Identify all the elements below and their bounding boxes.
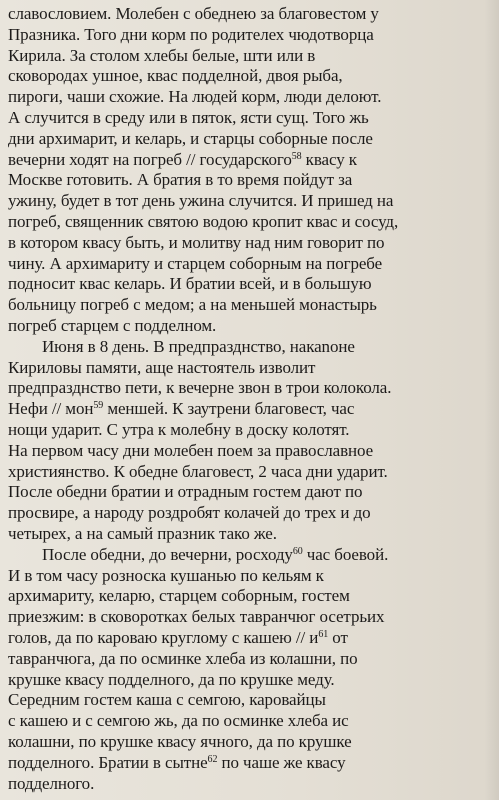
text-line bbox=[8, 774, 94, 794]
line-text: с кашею и с семгою жь, да по осминке хлеба ис bbox=[8, 711, 349, 731]
text-line bbox=[8, 316, 216, 336]
line-text: подделного. Братии в сытне bbox=[8, 752, 208, 772]
line-text: просвире, а народу роздробят колачей до трех и до bbox=[8, 503, 371, 523]
line-text: голов, да по кароваю круглому с кашею // и bbox=[8, 628, 319, 647]
text-line bbox=[8, 586, 350, 606]
text-line bbox=[8, 732, 352, 752]
text-line bbox=[8, 46, 315, 66]
line-text: вечерни ходят на погреб // государского bbox=[8, 149, 292, 169]
footnote-ref: 62 bbox=[207, 753, 218, 765]
text-line bbox=[8, 150, 357, 170]
footnote-ref: 59 bbox=[93, 400, 104, 412]
line-text: в котором квасу быть, и молитву над ним говорит по bbox=[8, 232, 385, 252]
text-line bbox=[8, 399, 354, 419]
text-line bbox=[8, 462, 388, 482]
line-text-continued: меншей. К заутрени благовест, час bbox=[103, 399, 355, 419]
line-text: ужину, будет в тот день ужина случится. И пришед на bbox=[8, 191, 394, 211]
text-line bbox=[8, 358, 315, 378]
text-line bbox=[8, 191, 393, 211]
text-line bbox=[8, 566, 324, 586]
text-line bbox=[8, 649, 358, 669]
line-text: Празника. Того дни корм по родителех чюдотворца bbox=[8, 24, 374, 44]
line-text: подделного. bbox=[8, 773, 95, 793]
line-text: Нефи // мон bbox=[8, 399, 94, 419]
line-text: приезжим: в сковоротках белых тавранчюг осетрьих bbox=[8, 607, 385, 627]
text-line bbox=[8, 25, 374, 45]
text-line bbox=[8, 482, 362, 502]
line-text: предпразднство пети, к вечерне звон в трои колокола. bbox=[8, 378, 392, 398]
text-line bbox=[8, 524, 277, 544]
line-text: Середним гостем каша с семгою, каровайцы bbox=[8, 690, 326, 710]
text-line bbox=[8, 711, 349, 731]
line-text: тавранчюга, да по осминке хлеба из колашни, по bbox=[8, 648, 358, 668]
line-text-continued: по чаше же квасу bbox=[217, 752, 346, 772]
text-line bbox=[8, 254, 382, 274]
footnote-ref: 58 bbox=[291, 150, 302, 162]
text-line bbox=[42, 337, 355, 357]
line-text: архимариту, келарю, старцем соборным, гостем bbox=[8, 586, 350, 606]
footnote-ref: 60 bbox=[292, 545, 303, 557]
text-line bbox=[8, 628, 348, 648]
text-line bbox=[8, 607, 384, 627]
line-text: На первом часу дни молебен поем за православное bbox=[8, 440, 374, 460]
line-text-continued: от bbox=[328, 628, 348, 647]
line-text: четырех, а на самый празник тако же. bbox=[8, 524, 277, 543]
text-line bbox=[8, 233, 384, 253]
page-edge-shadow bbox=[485, 0, 499, 800]
line-text: После обедни братии и отрадным гостем дают по bbox=[8, 482, 363, 502]
text-line bbox=[8, 753, 345, 773]
footnote-ref: 61 bbox=[318, 629, 329, 640]
line-text: Июня в 8 день. В предпразднство, накаnоне bbox=[42, 336, 355, 356]
line-text: подносит квас келарь. И братии всей, и в большую bbox=[8, 274, 372, 294]
text-line bbox=[8, 503, 371, 523]
line-text: дни архимарит, и келарь, и старцы соборные после bbox=[8, 128, 373, 148]
text-line bbox=[8, 420, 349, 440]
line-text: славословием. Молебен с обеднею за благовестом у bbox=[8, 4, 379, 23]
line-text: колашни, по крушке квасу ячного, да по крушке bbox=[8, 732, 352, 751]
line-text: християнство. К обедне благовест, 2 часа дни ударит. bbox=[8, 461, 388, 481]
line-text: чину. А архимариту и старцем соборным на погребе bbox=[8, 253, 383, 273]
line-text: сковородах ушное, квас подделной, двоя рыба, bbox=[8, 66, 343, 86]
text-line bbox=[8, 274, 371, 294]
text-line bbox=[8, 87, 381, 107]
text-line bbox=[8, 4, 379, 24]
line-text: А случится в среду или в пяток, ясти сущ. Того жь bbox=[8, 108, 369, 127]
text-line bbox=[8, 108, 369, 128]
text-line bbox=[8, 212, 398, 232]
line-text: Москве готовить. А братия в то время пойдут за bbox=[8, 170, 353, 190]
text-line bbox=[8, 66, 343, 86]
line-text: Кирила. За столом хлебы белые, шти или в bbox=[8, 45, 316, 65]
line-text: погреб старцем с подделном. bbox=[8, 316, 217, 335]
line-text: И в том часу розноска кушанью по кельям к bbox=[8, 565, 324, 585]
line-text: крушке квасу подделного, да по крушке меду. bbox=[8, 669, 335, 689]
text-line bbox=[42, 545, 388, 565]
line-text: Кириловы памяти, аще настоятель изволит bbox=[8, 357, 316, 377]
text-line bbox=[8, 690, 326, 710]
line-text: больницу погреб с медом; а на меньшей монастырь bbox=[8, 295, 377, 315]
text-line bbox=[8, 170, 352, 190]
line-text: нощи ударит. С утра к молебну в доску колотят. bbox=[8, 420, 350, 439]
line-text: пироги, чаши схожие. На людей корм, люди делоют. bbox=[8, 87, 382, 107]
line-text: После обедни, до вечерни, росходу bbox=[42, 544, 293, 564]
text-line bbox=[8, 129, 373, 149]
text-line bbox=[8, 441, 373, 461]
line-text: погреб, священник святою водою кропит квас и сосуд, bbox=[8, 212, 399, 231]
text-line bbox=[8, 670, 335, 690]
text-line bbox=[8, 378, 391, 398]
line-text-continued: час боевой. bbox=[302, 544, 389, 564]
text-line bbox=[8, 295, 377, 315]
line-text-continued: квасу к bbox=[301, 149, 357, 169]
